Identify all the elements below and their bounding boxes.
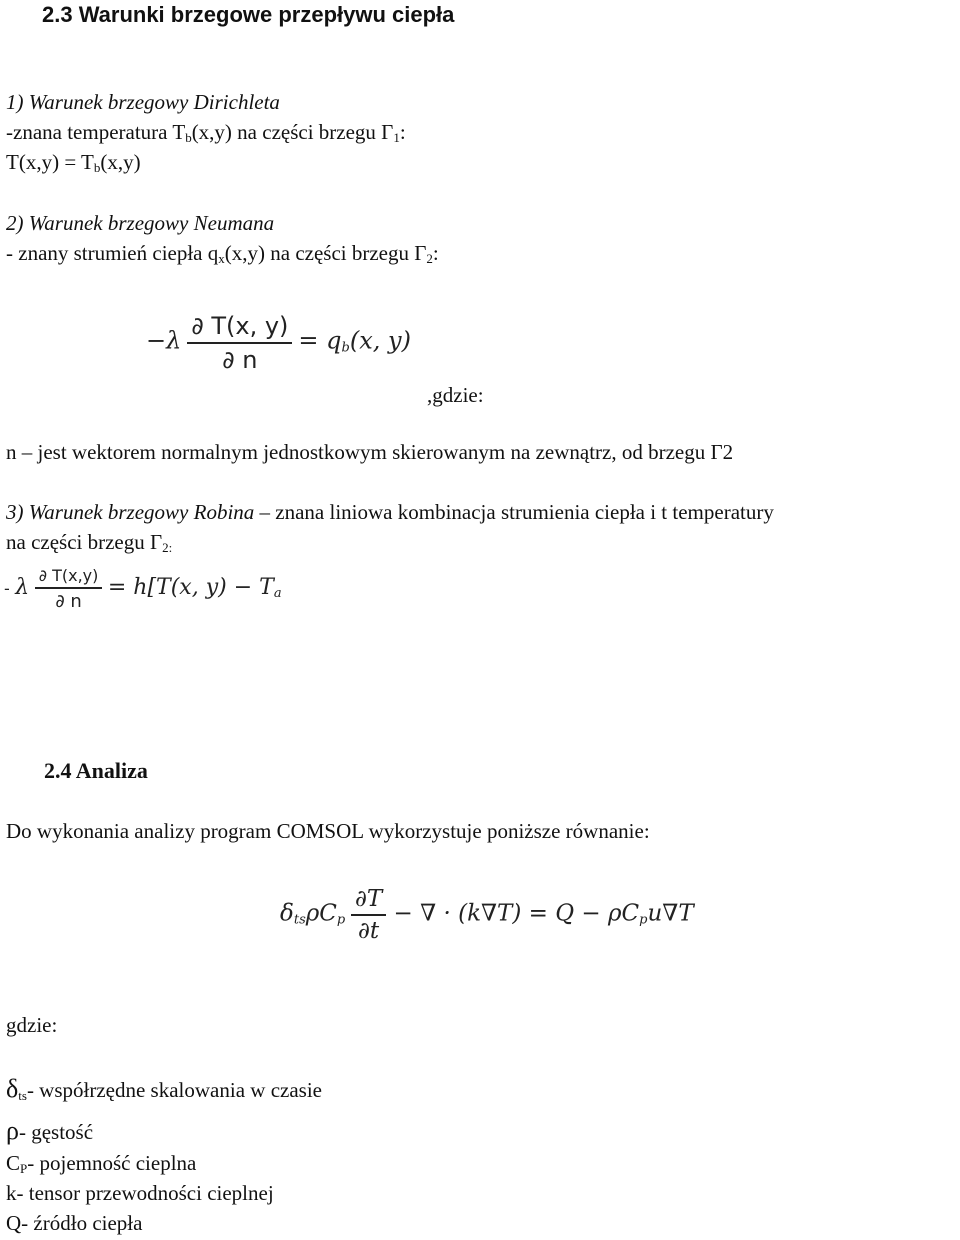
def-q bbox=[6, 1210, 142, 1236]
dirichlet-desc-b: (x,y) na części brzegu Γ bbox=[191, 120, 394, 144]
neumann-eq-rhs-sub: b bbox=[341, 340, 350, 356]
comsol-eq-denominator: ∂t bbox=[358, 918, 380, 944]
dirichlet-eq-a: T(x,y) = T bbox=[6, 150, 94, 174]
def-delta bbox=[6, 1076, 322, 1109]
def-text: - pojemność cieplna bbox=[27, 1151, 197, 1175]
robin-eq-dash: - bbox=[4, 579, 10, 599]
neumann-eq-rhs-b: (x, y) bbox=[349, 326, 411, 355]
neumann-eq-lhs: −λ bbox=[146, 326, 182, 355]
neumann-desc-a: - znany strumień ciepła q bbox=[6, 241, 219, 265]
section-title-2-4: 2.4 Analiza bbox=[44, 758, 148, 783]
def-symbol: Q bbox=[6, 1211, 22, 1235]
def-text: - gęstość bbox=[18, 1120, 94, 1144]
dirichlet-description bbox=[6, 119, 406, 151]
section-title-2-3: 2.3 Warunki brzegowe przepływu ciepła bbox=[42, 2, 455, 27]
comsol-eq-c: − ∇ · (k∇T) = Q − ρC bbox=[386, 900, 640, 927]
neumann-eq-fraction bbox=[187, 312, 292, 374]
comsol-eq-fraction bbox=[351, 886, 386, 944]
comsol-equation bbox=[280, 886, 694, 944]
dirichlet-desc-sub2: 1 bbox=[393, 130, 400, 145]
dirichlet-desc-sub: b bbox=[185, 130, 192, 145]
robin-eq-rhs-sub: a bbox=[273, 586, 282, 602]
def-symbol: δ bbox=[6, 1074, 19, 1103]
def-symbol: ρ bbox=[6, 1116, 19, 1145]
robin-eq-rhs: = h[T(x, y) − T bbox=[107, 575, 274, 601]
neumann-eq-numerator: ∂ T(x, y) bbox=[187, 312, 292, 344]
neumann-description bbox=[6, 240, 439, 272]
neumann-eq-rhs: = q bbox=[298, 326, 342, 355]
neumann-heading: 2) Warunek brzegowy Neumana bbox=[6, 211, 275, 235]
comsol-eq-a: δ bbox=[280, 900, 294, 927]
def-cp bbox=[6, 1150, 196, 1182]
comsol-eq-d: u∇T bbox=[647, 900, 694, 927]
robin-equation bbox=[4, 566, 282, 612]
def-text: - współrzędne skalowania w czasie bbox=[26, 1078, 322, 1102]
comsol-eq-c-sub: p bbox=[639, 912, 648, 928]
dirichlet-eq-sub: b bbox=[93, 160, 101, 175]
robin-eq-denominator: ∂ n bbox=[55, 591, 82, 612]
dirichlet-heading: 1) Warunek brzegowy Dirichleta bbox=[6, 90, 280, 114]
robin-eq-lambda: λ bbox=[15, 575, 30, 601]
comsol-eq-b-sub: p bbox=[336, 912, 346, 928]
def-symbol-sub: P bbox=[20, 1161, 28, 1176]
def-symbol: C bbox=[6, 1151, 21, 1175]
def-symbol: k bbox=[6, 1181, 17, 1205]
neumann-equation bbox=[146, 312, 411, 374]
def-text: - tensor przewodności cieplnej bbox=[16, 1181, 274, 1205]
dirichlet-eq-b: (x,y) bbox=[100, 150, 141, 174]
robin-desc-2a: na części brzegu Γ bbox=[6, 530, 163, 554]
robin-desc-1: – znana liniowa kombinacja strumienia ciepła i t temperatury bbox=[254, 500, 774, 524]
dirichlet-equation bbox=[6, 149, 141, 181]
comsol-eq-b: ρC bbox=[305, 900, 337, 927]
robin-desc-2-sub: 2: bbox=[162, 540, 173, 555]
robin-description-line2 bbox=[6, 529, 172, 561]
neumann-desc-sub: x bbox=[218, 251, 225, 266]
neumann-desc-b: (x,y) na części brzegu Γ bbox=[224, 241, 427, 265]
comsol-eq-numerator: ∂T bbox=[351, 886, 386, 916]
neumann-desc-sub2: 2 bbox=[426, 251, 433, 266]
robin-eq-fraction bbox=[35, 566, 103, 612]
neumann-where: ,gdzie: bbox=[427, 383, 484, 407]
robin-eq-numerator: ∂ T(x,y) bbox=[35, 566, 103, 589]
robin-heading: 3) Warunek brzegowy Robina bbox=[6, 500, 255, 524]
neumann-desc-c: : bbox=[432, 241, 439, 265]
robin-description-line1 bbox=[6, 499, 774, 525]
neumann-n-description: n – jest wektorem normalnym jednostkowym skierowanym na zewnątrz, od brzegu Γ2 bbox=[6, 440, 734, 464]
dirichlet-desc-a: -znana temperatura T bbox=[6, 120, 186, 144]
def-k bbox=[6, 1180, 274, 1206]
def-text: - źródło ciepła bbox=[21, 1211, 143, 1235]
def-symbol-sub: ts bbox=[18, 1088, 27, 1103]
dirichlet-desc-c: : bbox=[399, 120, 406, 144]
comsol-eq-a-sub: ts bbox=[293, 912, 306, 928]
analysis-intro: Do wykonania analizy program COMSOL wykorzystuje poniższe równanie: bbox=[6, 819, 650, 843]
analysis-where: gdzie: bbox=[6, 1013, 58, 1037]
neumann-eq-denominator: ∂ n bbox=[222, 346, 258, 374]
def-rho bbox=[6, 1118, 93, 1145]
